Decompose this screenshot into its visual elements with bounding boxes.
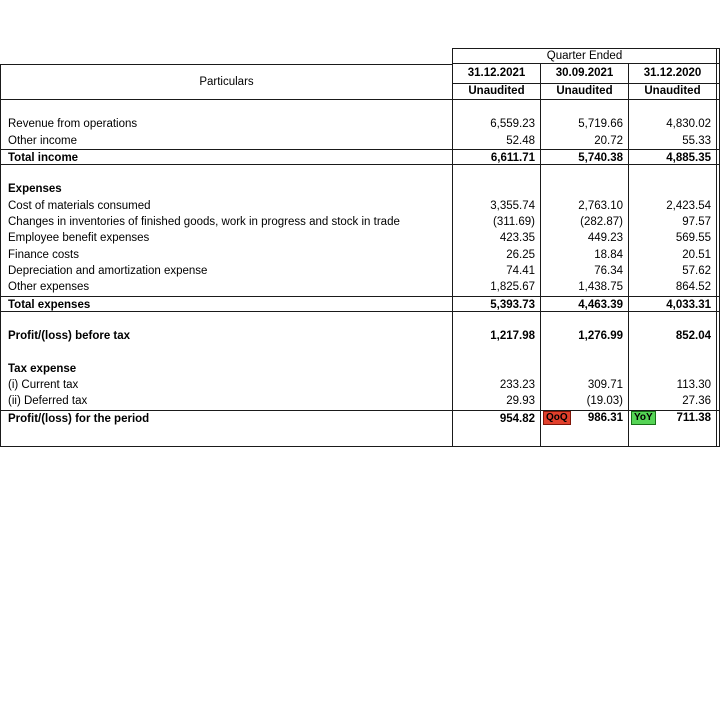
value-text: 76.34 <box>594 264 623 277</box>
cutoff-column-sliver <box>716 116 720 132</box>
value-text: 569.55 <box>675 232 711 245</box>
value-cell <box>540 100 628 116</box>
row-label: Other income <box>0 133 452 149</box>
table-row <box>0 116 720 132</box>
value-cell <box>452 263 540 279</box>
table-row <box>0 149 720 165</box>
value-text: (19.03) <box>586 395 623 408</box>
value-cell <box>540 247 628 263</box>
value-cell <box>452 393 540 409</box>
value-cell <box>628 377 716 393</box>
row-label: Cost of materials consumed <box>0 198 452 214</box>
cutoff-column-sliver <box>716 393 720 409</box>
qoq-badge: QoQ <box>543 411 571 425</box>
value-text: 20.51 <box>682 248 711 261</box>
value-cell <box>452 312 540 328</box>
value-cell <box>452 377 540 393</box>
row-label: Revenue from operations <box>0 116 452 132</box>
value-cell <box>540 181 628 197</box>
row-label: (ii) Deferred tax <box>0 393 452 409</box>
value-text: 5,393.73 <box>490 298 535 311</box>
value-cell <box>628 312 716 328</box>
value-text: 5,719.66 <box>578 118 623 131</box>
value-text: (282.87) <box>580 216 623 229</box>
table-row <box>0 181 720 197</box>
spacer-row <box>0 426 720 447</box>
row-label: Other expenses <box>0 279 452 295</box>
value-text: 309.71 <box>587 379 623 392</box>
value-text: 6,559.23 <box>490 118 535 131</box>
value-cell <box>452 198 540 214</box>
table-header <box>0 48 720 100</box>
cutoff-column-sliver <box>716 48 720 64</box>
spacer-row <box>0 312 720 328</box>
cutoff-column-sliver <box>716 411 720 426</box>
cutoff-column-sliver <box>716 247 720 263</box>
value-cell <box>540 214 628 230</box>
value-text: 2,423.54 <box>666 199 711 212</box>
value-cell <box>540 377 628 393</box>
value-text: 1,438.75 <box>578 281 623 294</box>
value-cell <box>540 312 628 328</box>
date-header-col1: 31.12.2021 <box>452 64 540 84</box>
value-cell <box>452 279 540 295</box>
particulars-header: Particulars <box>0 64 452 100</box>
cutoff-column-sliver <box>716 279 720 295</box>
value-text: 233.23 <box>499 379 535 392</box>
table-row <box>0 263 720 279</box>
value-cell <box>628 361 716 377</box>
cutoff-column-sliver <box>716 100 720 116</box>
row-label: Depreciation and amortization expense <box>0 263 452 279</box>
yoy-badge: YoY <box>631 411 656 425</box>
value-text: 26.25 <box>506 248 535 261</box>
value-cell <box>628 328 716 344</box>
row-label: Tax expense <box>0 361 452 377</box>
value-cell <box>540 393 628 409</box>
value-cell <box>628 100 716 116</box>
value-cell <box>540 116 628 132</box>
value-cell <box>452 181 540 197</box>
value-text: 97.57 <box>682 216 711 229</box>
value-text: 4,885.35 <box>666 151 711 164</box>
value-cell <box>628 426 716 446</box>
table-row <box>0 328 720 344</box>
value-cell <box>628 393 716 409</box>
value-cell <box>628 198 716 214</box>
unaudited-header-col1: Unaudited <box>452 84 540 100</box>
table-row <box>0 296 720 312</box>
table-row <box>0 214 720 230</box>
cutoff-column-sliver <box>716 263 720 279</box>
value-cell <box>540 165 628 181</box>
value-text: 1,825.67 <box>490 281 535 294</box>
unaudited-header-col3: Unaudited <box>628 84 716 100</box>
row-label <box>0 312 452 328</box>
value-cell <box>628 181 716 197</box>
value-text: 4,033.31 <box>666 298 711 311</box>
value-text: 954.82 <box>499 412 535 425</box>
date-header-col3: 31.12.2020 <box>628 64 716 84</box>
row-label: Expenses <box>0 181 452 197</box>
row-label: Finance costs <box>0 247 452 263</box>
value-cell <box>628 344 716 360</box>
value-cell <box>452 133 540 149</box>
row-label <box>0 426 452 446</box>
value-cell <box>628 133 716 149</box>
value-cell <box>540 279 628 295</box>
row-label: (i) Current tax <box>0 377 452 393</box>
value-cell <box>540 198 628 214</box>
row-label: Total expenses <box>0 297 452 311</box>
table-row <box>0 230 720 246</box>
value-cell <box>628 214 716 230</box>
row-label: Changes in inventories of finished goods, work in progress and stock in trade <box>0 214 452 230</box>
value-cell <box>452 426 540 446</box>
table-row <box>0 247 720 263</box>
table-row <box>0 361 720 377</box>
row-label <box>0 100 452 116</box>
value-cell <box>452 230 540 246</box>
cutoff-column-sliver <box>716 64 720 84</box>
cutoff-column-sliver <box>716 344 720 360</box>
results-table <box>0 48 720 447</box>
table-row <box>0 198 720 214</box>
value-text: 55.33 <box>682 134 711 147</box>
value-text: 2,763.10 <box>578 199 623 212</box>
value-cell <box>452 150 540 164</box>
value-text: 57.62 <box>682 264 711 277</box>
value-cell <box>540 263 628 279</box>
cutoff-column-sliver <box>716 150 720 164</box>
value-cell <box>452 411 540 426</box>
cutoff-column-sliver <box>716 328 720 344</box>
table-row <box>0 393 720 409</box>
value-text: 986.31 <box>587 412 623 425</box>
date-header-col2: 30.09.2021 <box>540 64 628 84</box>
cutoff-column-sliver <box>716 297 720 311</box>
value-text: 52.48 <box>506 134 535 147</box>
value-cell <box>540 344 628 360</box>
value-text: (311.69) <box>493 216 535 229</box>
cutoff-column-sliver <box>716 165 720 181</box>
value-cell <box>452 214 540 230</box>
cutoff-column-sliver <box>716 84 720 100</box>
cutoff-column-sliver <box>716 198 720 214</box>
value-text: 1,217.98 <box>490 330 535 343</box>
row-label <box>0 344 452 360</box>
cutoff-column-sliver <box>716 361 720 377</box>
value-text: 852.04 <box>675 330 711 343</box>
table-row <box>0 279 720 295</box>
value-text: 18.84 <box>594 248 623 261</box>
value-text: 5,740.38 <box>578 151 623 164</box>
value-text: 449.23 <box>587 232 623 245</box>
value-text: 27.36 <box>682 395 711 408</box>
value-cell <box>540 133 628 149</box>
value-cell <box>540 150 628 164</box>
spacer-row <box>0 344 720 360</box>
value-cell <box>452 247 540 263</box>
value-cell <box>628 230 716 246</box>
value-cell <box>452 344 540 360</box>
value-text: 423.35 <box>499 232 535 245</box>
cutoff-column-sliver <box>716 214 720 230</box>
value-cell <box>540 230 628 246</box>
value-cell <box>540 297 628 311</box>
value-cell <box>628 116 716 132</box>
quarter-ended-header: Quarter Ended <box>452 48 716 64</box>
cutoff-column-sliver <box>716 133 720 149</box>
value-text: 1,276.99 <box>578 330 623 343</box>
cutoff-column-sliver <box>716 312 720 328</box>
header-empty-cell <box>0 48 452 64</box>
value-cell <box>452 116 540 132</box>
value-cell <box>452 165 540 181</box>
value-text: 3,355.74 <box>490 199 535 212</box>
row-label: Employee benefit expenses <box>0 230 452 246</box>
value-text: 20.72 <box>594 134 623 147</box>
value-text: 4,830.02 <box>666 118 711 131</box>
row-label: Profit/(loss) for the period <box>0 411 452 426</box>
value-text: 4,463.39 <box>578 298 623 311</box>
value-text: 6,611.71 <box>490 151 535 164</box>
value-cell <box>628 297 716 311</box>
row-label <box>0 165 452 181</box>
value-cell <box>628 165 716 181</box>
value-text: 74.41 <box>506 264 535 277</box>
table-body <box>0 100 720 447</box>
value-cell <box>628 150 716 164</box>
value-text: 864.52 <box>675 281 711 294</box>
value-text: 29.93 <box>506 395 535 408</box>
unaudited-header-col2: Unaudited <box>540 84 628 100</box>
table-row <box>0 133 720 149</box>
table-row <box>0 377 720 393</box>
value-cell <box>540 411 628 426</box>
value-cell <box>540 361 628 377</box>
value-cell <box>628 411 716 426</box>
value-cell <box>628 279 716 295</box>
table-row <box>0 410 720 426</box>
value-cell <box>452 297 540 311</box>
value-cell <box>540 328 628 344</box>
value-cell <box>540 426 628 446</box>
value-cell <box>452 100 540 116</box>
value-cell <box>452 328 540 344</box>
cutoff-column-sliver <box>716 426 720 446</box>
row-label: Total income <box>0 150 452 164</box>
spacer-row <box>0 165 720 181</box>
row-label: Profit/(loss) before tax <box>0 328 452 344</box>
value-cell <box>628 247 716 263</box>
value-cell <box>628 263 716 279</box>
cutoff-column-sliver <box>716 377 720 393</box>
value-cell <box>452 361 540 377</box>
cutoff-column-sliver <box>716 181 720 197</box>
value-text: 113.30 <box>676 379 711 392</box>
cutoff-column-sliver <box>716 230 720 246</box>
spacer-row <box>0 100 720 116</box>
value-text: 711.38 <box>676 412 711 425</box>
